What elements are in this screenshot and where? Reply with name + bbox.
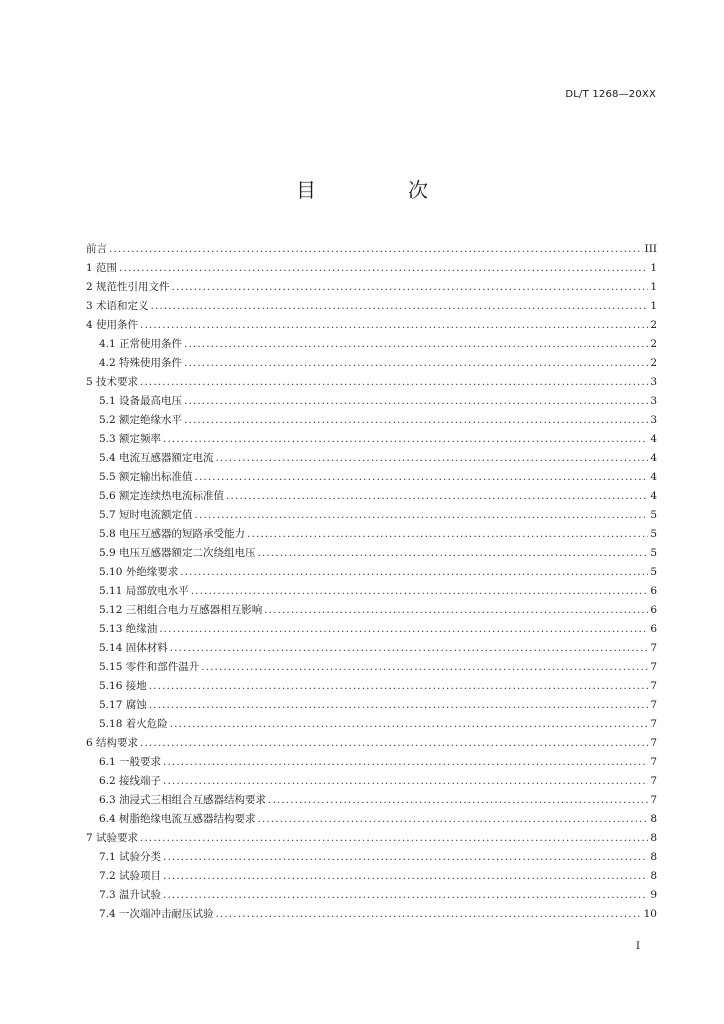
toc-entry-page: 5 — [650, 528, 657, 540]
toc-entry[interactable] — [86, 849, 657, 868]
toc-entry[interactable] — [86, 317, 657, 336]
toc-entry[interactable] — [86, 488, 657, 507]
toc-entry-label: 5.16 接地 — [99, 680, 147, 692]
toc-entry-page: 5 — [650, 509, 657, 521]
toc-entry-label: 6.2 接线端子 — [99, 775, 162, 787]
toc-leader-dots — [184, 357, 648, 369]
toc-entry-label: 5.17 腐蚀 — [99, 699, 147, 711]
toc-entry-label: 5.9 电压互感器额定二次绕组电压 — [99, 547, 256, 559]
toc-leader-dots — [184, 338, 648, 350]
toc-leader-dots — [163, 775, 648, 787]
toc-entry-page: 7 — [650, 680, 657, 692]
toc-entry-page: 7 — [650, 775, 657, 787]
toc-entry-page: 7 — [650, 661, 657, 673]
toc-entry-page: 3 — [650, 395, 657, 407]
toc-leader-dots — [184, 395, 648, 407]
toc-leader-dots — [151, 300, 649, 312]
toc-entry[interactable] — [86, 754, 657, 773]
table-of-contents — [86, 241, 657, 925]
toc-entry-label: 5.15 零件和部件温升 — [99, 661, 200, 673]
toc-entry-page: 5 — [650, 547, 657, 559]
toc-entry-label: 5.1 设备最高电压 — [99, 395, 183, 407]
toc-leader-dots — [170, 718, 649, 730]
toc-leader-dots — [163, 756, 648, 768]
toc-entry-page: 8 — [650, 851, 657, 863]
toc-entry-label: 5.5 额定输出标准值 — [99, 471, 193, 483]
toc-entry-label: 前言 — [86, 243, 107, 255]
toc-entry-page: 1 — [650, 300, 657, 312]
toc-entry-label: 6.1 一般要求 — [99, 756, 162, 768]
toc-leader-dots — [258, 547, 649, 559]
toc-leader-dots — [184, 414, 648, 426]
toc-entry-label: 7.1 试验分类 — [99, 851, 162, 863]
toc-entry-label: 5.12 三相组合电力互感器相互影响 — [99, 604, 263, 616]
toc-entry[interactable] — [86, 621, 657, 640]
toc-leader-dots — [163, 870, 648, 882]
toc-entry[interactable] — [86, 868, 657, 887]
toc-entry-label: 2 规范性引用文件 — [86, 281, 170, 293]
toc-entry[interactable] — [86, 811, 657, 830]
toc-leader-dots — [180, 566, 648, 578]
toc-leader-dots — [264, 604, 648, 616]
toc-entry[interactable] — [86, 792, 657, 811]
toc-entry[interactable] — [86, 355, 657, 374]
page-title: 目 次 — [296, 178, 464, 202]
toc-leader-dots — [140, 376, 648, 388]
toc-entry[interactable] — [86, 526, 657, 545]
toc-entry-label: 5.11 局部放电水平 — [99, 585, 189, 597]
toc-entry-page: 1 — [650, 281, 657, 293]
toc-entry-label: 7.3 温升试验 — [99, 889, 162, 901]
toc-leader-dots — [268, 794, 648, 806]
toc-entry[interactable] — [86, 697, 657, 716]
toc-leader-dots — [258, 813, 649, 825]
toc-entry[interactable] — [86, 241, 657, 260]
toc-entry-page: 7 — [650, 794, 657, 806]
toc-entry-label: 5.14 固体材料 — [99, 642, 168, 654]
toc-entry-page: 8 — [650, 813, 657, 825]
toc-entry-label: 6 结构要求 — [86, 737, 139, 749]
toc-entry-label: 1 范围 — [86, 262, 118, 274]
toc-leader-dots — [109, 243, 643, 255]
toc-entry-page: 6 — [650, 604, 657, 616]
toc-leader-dots — [163, 851, 648, 863]
toc-leader-dots — [140, 832, 648, 844]
toc-entry-page: 7 — [650, 642, 657, 654]
toc-entry-page: 5 — [650, 566, 657, 578]
document-code: DL/T 1268—20XX — [565, 89, 656, 100]
toc-entry[interactable] — [86, 374, 657, 393]
toc-entry[interactable] — [86, 640, 657, 659]
toc-entry[interactable] — [86, 716, 657, 735]
toc-entry-label: 4.2 特殊使用条件 — [99, 357, 183, 369]
toc-entry-label: 5.8 电压互感器的短路承受能力 — [99, 528, 246, 540]
toc-entry[interactable] — [86, 602, 657, 621]
toc-entry-label: 3 术语和定义 — [86, 300, 149, 312]
toc-leader-dots — [163, 433, 648, 445]
toc-entry[interactable] — [86, 260, 657, 279]
toc-entry[interactable] — [86, 279, 657, 298]
toc-entry-page: 7 — [650, 718, 657, 730]
toc-entry[interactable] — [86, 735, 657, 754]
toc-entry-label: 5.3 额定频率 — [99, 433, 162, 445]
toc-leader-dots — [247, 528, 648, 540]
toc-entry-label: 4.1 正常使用条件 — [99, 338, 183, 350]
toc-entry-page: 3 — [650, 414, 657, 426]
toc-entry[interactable] — [86, 678, 657, 697]
toc-leader-dots — [119, 262, 648, 274]
toc-leader-dots — [195, 471, 649, 483]
toc-entry-page: III — [644, 243, 657, 255]
toc-entry-page: 2 — [650, 338, 657, 350]
toc-entry-label: 4 使用条件 — [86, 319, 139, 331]
toc-entry[interactable] — [86, 298, 657, 317]
toc-entry-page: 7 — [650, 756, 657, 768]
toc-entry-page: 10 — [643, 908, 657, 920]
toc-entry[interactable] — [86, 564, 657, 583]
toc-entry[interactable] — [86, 450, 657, 469]
toc-entry-page: 9 — [650, 889, 657, 901]
toc-entry-label: 7 试验要求 — [86, 832, 139, 844]
toc-leader-dots — [140, 737, 648, 749]
toc-entry-page: 7 — [650, 699, 657, 711]
toc-entry[interactable] — [86, 659, 657, 678]
toc-entry-page: 8 — [650, 832, 657, 844]
toc-entry[interactable] — [86, 583, 657, 602]
toc-entry[interactable] — [86, 906, 657, 925]
toc-entry-page: 6 — [650, 585, 657, 597]
toc-leader-dots — [191, 585, 649, 597]
toc-entry[interactable] — [86, 507, 657, 526]
toc-entry-page: 2 — [650, 357, 657, 369]
toc-leader-dots — [226, 490, 648, 502]
toc-entry[interactable] — [86, 887, 657, 906]
toc-leader-dots — [201, 661, 648, 673]
toc-leader-dots — [172, 281, 649, 293]
toc-leader-dots — [195, 509, 649, 521]
toc-entry[interactable] — [86, 773, 657, 792]
toc-entry-page: 8 — [650, 870, 657, 882]
toc-leader-dots — [159, 623, 648, 635]
toc-entry-label: 5.18 着火危险 — [99, 718, 168, 730]
toc-entry-label: 5 技术要求 — [86, 376, 139, 388]
toc-entry-label: 6.3 油浸式三相组合互感器结构要求 — [99, 794, 267, 806]
toc-entry-page: 4 — [650, 433, 657, 445]
toc-leader-dots — [149, 699, 649, 711]
toc-entry-label: 5.4 电流互感器额定电流 — [99, 452, 214, 464]
toc-entry-page: 3 — [650, 376, 657, 388]
toc-leader-dots — [163, 889, 648, 901]
toc-leader-dots — [170, 642, 649, 654]
toc-entry[interactable] — [86, 545, 657, 564]
toc-entry-label: 5.2 额定绝缘水平 — [99, 414, 183, 426]
toc-entry-page: 2 — [650, 319, 657, 331]
toc-entry[interactable] — [86, 393, 657, 412]
toc-entry-page: 4 — [650, 490, 657, 502]
toc-entry-page: 1 — [650, 262, 657, 274]
toc-entry[interactable] — [86, 469, 657, 488]
toc-entry[interactable] — [86, 830, 657, 849]
toc-entry-label: 7.2 试验项目 — [99, 870, 162, 882]
toc-leader-dots — [140, 319, 648, 331]
toc-leader-dots — [149, 680, 649, 692]
toc-entry-label: 5.6 额定连续热电流标准值 — [99, 490, 225, 502]
toc-entry[interactable] — [86, 412, 657, 431]
toc-entry-page: 6 — [650, 623, 657, 635]
toc-entry-label: 6.4 树脂绝缘电流互感器结构要求 — [99, 813, 256, 825]
toc-entry-page: 7 — [650, 737, 657, 749]
toc-leader-dots — [216, 908, 642, 920]
toc-entry-page: 4 — [650, 452, 657, 464]
toc-leader-dots — [216, 452, 649, 464]
toc-entry[interactable] — [86, 336, 657, 355]
toc-entry[interactable] — [86, 431, 657, 450]
toc-entry-page: 4 — [650, 471, 657, 483]
toc-entry-label: 5.7 短时电流额定值 — [99, 509, 193, 521]
page-number: I — [635, 940, 640, 952]
toc-entry-label: 7.4 一次端冲击耐压试验 — [99, 908, 214, 920]
toc-entry-label: 5.10 外绝缘要求 — [99, 566, 179, 578]
toc-entry-label: 5.13 绝缘油 — [99, 623, 158, 635]
